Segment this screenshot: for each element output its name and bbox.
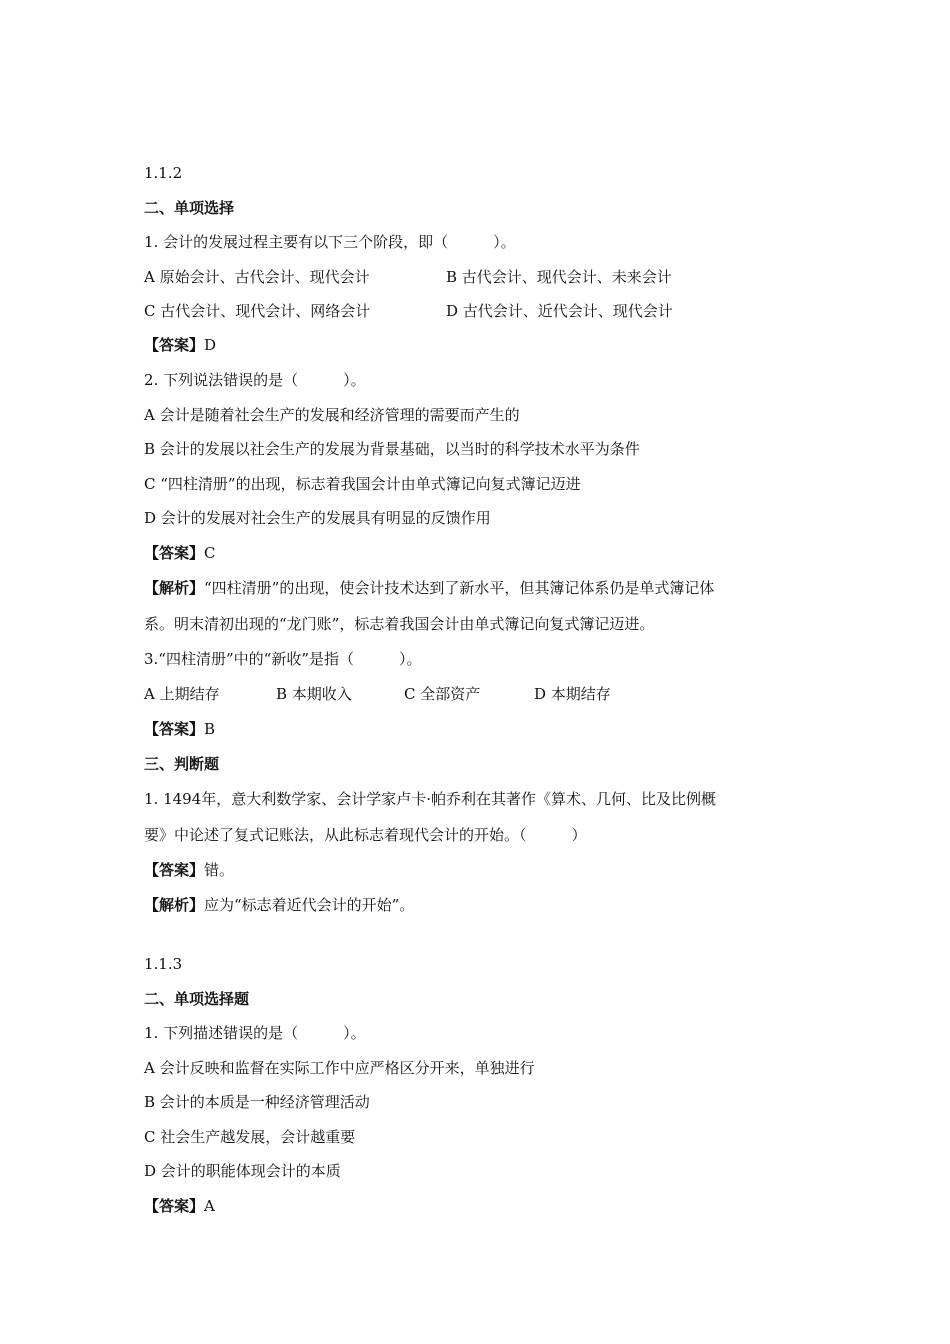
judgment-1-stem: 1. 1494年，意大利数学家、会计学家卢卡·帕乔利在其著作《算术、几何、比及比例概	[144, 790, 717, 808]
question-1-answer	[144, 1196, 215, 1216]
question-1-options-row-2	[144, 301, 673, 321]
option-d: D 古代会计、近代会计、现代会计	[446, 302, 673, 320]
question-1-option-b: B 会计的本质是一种经济管理活动	[144, 1093, 370, 1111]
question-2-option-a: A 会计是随着社会生产的发展和经济管理的需要而产生的	[144, 406, 520, 424]
section-heading-1-1-2: 1.1.2	[144, 164, 183, 182]
question-1-answer	[144, 335, 216, 355]
question-2-option-b: B 会计的发展以社会生产的发展为背景基础，以当时的科学技术水平为条件	[144, 440, 640, 458]
analysis-label: 【解析】	[144, 579, 205, 597]
answer-label: 【答案】	[144, 720, 205, 738]
option-a: A 上期结存	[144, 685, 220, 703]
option-c: C 古代会计、现代会计、网络会计	[144, 302, 371, 320]
question-2-option-c: C “四柱清册”的出现，标志着我国会计由单式簿记向复式簿记迈进	[144, 475, 581, 493]
option-b: B 本期收入	[276, 685, 352, 703]
section-heading-1-1-3: 1.1.3	[144, 955, 183, 973]
question-1-option-a: A 会计反映和监督在实际工作中应严格区分开来，单独进行	[144, 1059, 535, 1077]
answer-value: D	[204, 336, 217, 354]
answer-value: A	[204, 1197, 215, 1215]
question-2-stem: 2. 下列说法错误的是（ ）。	[144, 371, 366, 389]
answer-label: 【答案】	[144, 336, 205, 354]
question-2-analysis-cont: 系。明末清初出现的“龙门账”，标志着我国会计由单式簿记向复式簿记迈进。	[144, 615, 655, 633]
answer-label: 【答案】	[144, 544, 205, 562]
question-1-option-c: C 社会生产越发展，会计越重要	[144, 1128, 356, 1146]
option-a: A 原始会计、古代会计、现代会计	[144, 268, 370, 286]
part-title-single-choice-questions: 二、单项选择题	[144, 990, 250, 1008]
question-2-analysis	[144, 578, 714, 598]
option-c: C 全部资产	[404, 685, 481, 703]
answer-value: 错。	[204, 861, 235, 879]
question-3-options	[144, 684, 611, 704]
option-b: B 古代会计、现代会计、未来会计	[446, 268, 672, 286]
question-3-answer	[144, 719, 215, 739]
answer-label: 【答案】	[144, 1197, 205, 1215]
answer-label: 【答案】	[144, 861, 205, 879]
analysis-label: 【解析】	[144, 896, 205, 914]
part-title-single-choice: 二、单项选择	[144, 199, 235, 217]
answer-value: B	[204, 720, 216, 738]
judgment-1-answer	[144, 860, 234, 880]
question-2-answer	[144, 543, 216, 563]
question-3-stem: 3.“四柱清册”中的“新收”是指（ ）。	[144, 650, 422, 668]
option-d: D 本期结存	[534, 685, 611, 703]
question-1-option-d: D 会计的职能体现会计的本质	[144, 1162, 341, 1180]
analysis-text: 应为“标志着近代会计的开始”。	[204, 896, 415, 914]
part-title-true-false: 三、判断题	[144, 755, 220, 773]
judgment-1-stem-cont: 要》中论述了复式记账法，从此标志着现代会计的开始。（ ）	[144, 826, 587, 844]
question-1-stem: 1. 下列描述错误的是（ ）。	[144, 1024, 366, 1042]
question-1-stem: 1. 会计的发展过程主要有以下三个阶段，即（ ）。	[144, 233, 516, 251]
answer-value: C	[204, 544, 216, 562]
judgment-1-analysis	[144, 895, 414, 915]
analysis-text-1: “四柱清册”的出现，使会计技术达到了新水平，但其簿记体系仍是单式簿记体	[204, 579, 715, 597]
question-2-option-d: D 会计的发展对社会生产的发展具有明显的反馈作用	[144, 509, 491, 527]
question-1-options-row-1	[144, 267, 672, 287]
